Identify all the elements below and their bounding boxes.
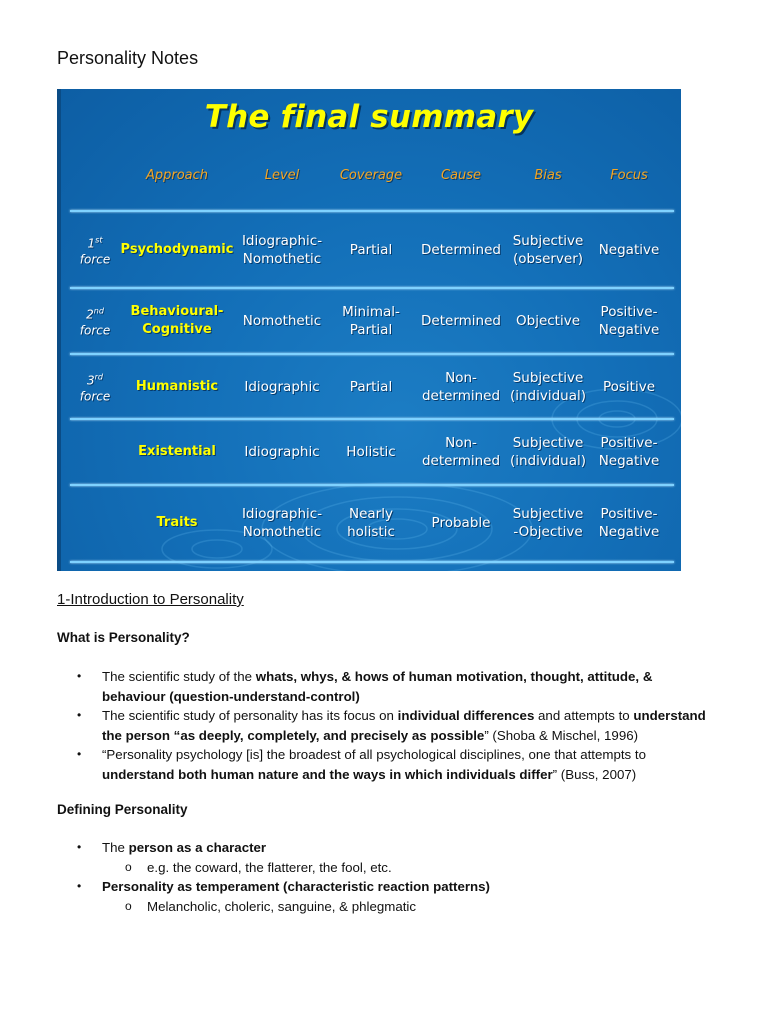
summary-slide — [57, 89, 681, 571]
force-label: 3rd force — [79, 372, 111, 404]
table-cell-focus: Positive- Negative — [598, 506, 660, 540]
table-cell-approach: Traits — [156, 515, 198, 530]
force-label: 2nd force — [79, 306, 111, 338]
table-cell-approach: Humanistic — [135, 379, 219, 394]
list-item-text: ” (Buss, 2007) — [552, 766, 637, 782]
column-header-cause: Cause — [440, 168, 482, 183]
table-cell-cause: Non- determined — [421, 435, 501, 469]
table-cell-level: Idiographic — [244, 444, 320, 460]
bullet-list-what-is-personality — [57, 667, 717, 784]
slide-edge — [57, 89, 61, 571]
list-item — [57, 858, 717, 878]
table-cell-cause: Determined — [421, 242, 501, 258]
list-item — [57, 897, 717, 917]
table-cell-focus: Positive- Negative — [598, 304, 660, 338]
bullet-icon: • — [77, 879, 82, 893]
list-item — [57, 745, 717, 784]
list-item-text: whats, whys, & hows of human motivation, thought, attitude, & behaviour (question-understand-control) — [102, 669, 653, 704]
table-rule-line — [70, 210, 674, 212]
list-item-text: e.g. the coward, the flatterer, the fool, etc. — [147, 859, 392, 875]
table-cell-level: Idiographic- Nomothetic — [241, 233, 323, 267]
list-item — [57, 667, 717, 706]
document-title: Personality Notes — [57, 48, 199, 68]
bullet-icon: • — [77, 747, 82, 761]
table-cell-approach: Behavioural- Cognitive — [130, 304, 224, 337]
subheading-defining-personality: Defining Personality — [57, 802, 188, 817]
list-item-text: The — [102, 840, 129, 855]
table-cell-level: Nomothetic — [242, 313, 322, 329]
column-header-coverage: Coverage — [339, 168, 403, 183]
table-cell-bias: Subjective (individual) — [509, 435, 587, 469]
table-cell-coverage: Holistic — [346, 444, 396, 460]
column-header-focus: Focus — [610, 168, 648, 183]
list-item-text: person as a character — [128, 840, 267, 855]
table-cell-focus: Negative — [598, 242, 660, 258]
list-item-text: understand both human nature and the ways in which individuals differ — [102, 766, 553, 782]
hollow-bullet-icon: o — [125, 898, 132, 913]
bullet-icon: • — [77, 840, 82, 854]
section-heading-introduction: 1-Introduction to Personality — [57, 591, 244, 608]
table-cell-cause: Non- determined — [421, 370, 501, 404]
table-cell-focus: Positive- Negative — [598, 435, 660, 469]
table-rule-line — [70, 561, 674, 563]
list-item-text: “Personality psychology [is] the broadest of all psychological disciplines, one that attempts to — [102, 747, 646, 762]
list-item — [57, 838, 717, 858]
slide-title: The final summary — [204, 99, 534, 135]
bullet-list-defining-personality — [57, 838, 717, 916]
table-cell-focus: Positive — [602, 379, 656, 395]
table-rule-line — [70, 287, 674, 289]
table-cell-bias: Objective — [515, 313, 581, 329]
list-item — [57, 706, 717, 745]
table-cell-coverage: Minimal- Partial — [342, 304, 400, 338]
table-cell-level: Idiographic- Nomothetic — [241, 506, 323, 540]
list-item-text: Melancholic, choleric, sanguine, & phlegmatic — [147, 898, 417, 914]
list-item — [57, 877, 717, 897]
subheading-what-is-personality: What is Personality? — [57, 630, 190, 645]
table-cell-level: Idiographic — [244, 379, 320, 395]
table-cell-bias: Subjective (individual) — [509, 370, 587, 404]
table-cell-cause: Determined — [421, 313, 501, 329]
hollow-bullet-icon: o — [125, 859, 132, 874]
list-item-text: The scientific study of the — [102, 669, 256, 684]
list-item-text: and attempts to — [534, 708, 634, 723]
table-cell-coverage: Partial — [349, 379, 393, 395]
table-cell-approach: Psychodynamic — [120, 242, 234, 257]
list-item-text: Personality as temperament (characteristic reaction patterns) — [102, 879, 490, 894]
column-header-level: Level — [264, 168, 300, 183]
table-cell-approach: Existential — [138, 444, 216, 459]
table-cell-coverage: Nearly holistic — [347, 506, 395, 540]
list-item-text: individual differences — [397, 708, 535, 723]
list-item-text: understand the person “as deeply, completely, and precisely as possible — [102, 708, 706, 743]
table-cell-bias: Subjective (observer) — [512, 233, 584, 267]
force-label: 1st force — [79, 235, 111, 267]
column-header-bias: Bias — [534, 168, 562, 183]
column-header-approach: Approach — [145, 168, 209, 183]
bullet-icon: • — [77, 669, 82, 683]
table-rule-line — [70, 353, 674, 355]
table-cell-coverage: Partial — [349, 242, 393, 258]
list-item-text: The scientific study of personality has its focus on — [102, 708, 398, 723]
table-rule-line — [70, 484, 674, 486]
list-item-text: ” (Shoba & Mischel, 1996) — [484, 727, 639, 743]
table-cell-bias: Subjective -Objective — [512, 506, 584, 540]
table-cell-cause: Probable — [431, 515, 491, 531]
bullet-icon: • — [77, 708, 82, 722]
table-rule-line — [70, 418, 674, 420]
